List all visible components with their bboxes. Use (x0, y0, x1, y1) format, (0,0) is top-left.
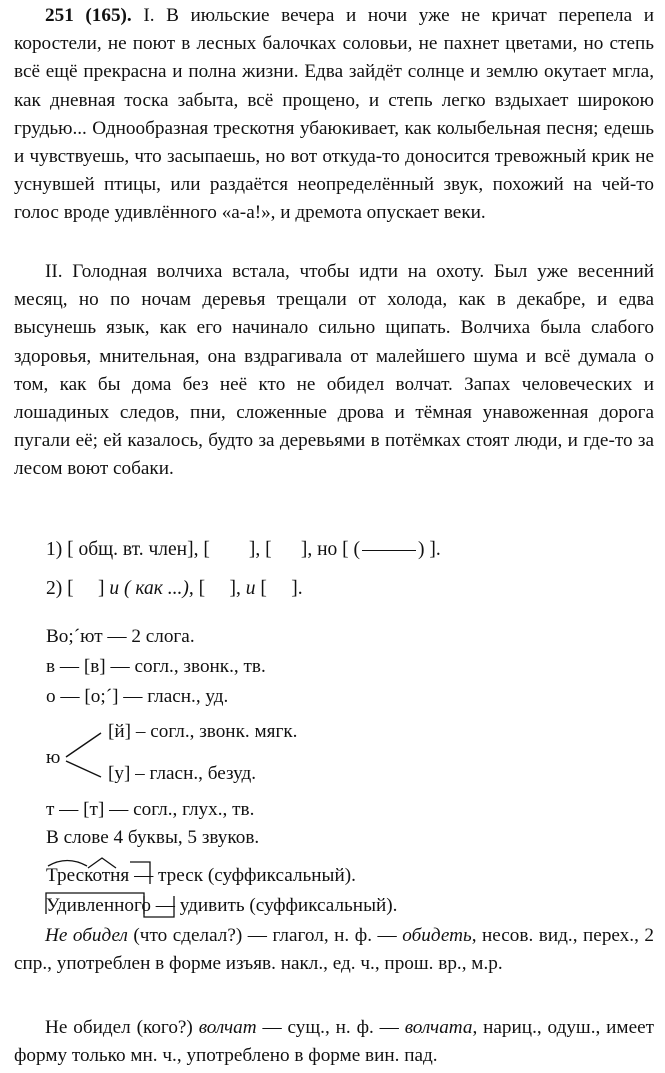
scheme-1-bracket-1: [ общ. вт. член], (67, 539, 199, 560)
scheme-2-number: 2) (46, 578, 63, 599)
word-formation-2 (46, 894, 397, 918)
word-formation-1 (46, 864, 356, 888)
scheme-1-bracket-2: [ ], (203, 539, 261, 560)
scheme-2-bracket-3: [ ]. (260, 578, 303, 599)
word-trescotnya (46, 864, 129, 888)
morph-1-question: (что сделал?) — глагол, н. ф. — (127, 925, 403, 946)
scheme-1-bracket-4-open: [ ( (342, 539, 361, 560)
phonetic-yu-u: [у] – гласн., безуд. (108, 763, 257, 784)
scheme-2-bracket-1: [ ] (67, 578, 105, 599)
word-formation-1-rest: — треск (суффиксальный). (129, 865, 356, 886)
word-trescotnya-text: Трескотня (46, 865, 130, 886)
exercise-number: 251 (165). (45, 5, 132, 26)
morph-2-noun: волчат (198, 1017, 257, 1038)
morph-2-mid: — сущ., н. ф. — (256, 1017, 405, 1038)
phonetic-word: Во;´ют — 2 слога. (46, 626, 195, 647)
morph-2-word: Не обидел (кого?) (45, 1017, 199, 1038)
phonetic-t: т — [т] — согл., глух., тв. (46, 799, 255, 820)
phonetic-yu-j: [й] – согл., звонк. мягк. (108, 721, 298, 742)
scheme-2-conjunction-2: и (245, 578, 256, 599)
scheme-2-subordinate: ( как ...), (124, 578, 194, 599)
phonetic-summary: В слове 4 буквы, 5 звуков. (46, 827, 260, 848)
word-udivlennogo-text: Удивленного (46, 895, 151, 916)
morph-1-rest: , несов. вид., перех., 2 спр., употреблен в форме изъяв. накл., ед. ч., прош. вр., м.р. (14, 925, 655, 974)
phonetic-o: о — [о;´] — гласн., уд. (46, 686, 229, 707)
scheme-1-bracket-3: [ ], (265, 539, 313, 560)
scheme-1-bracket-4-close: ) ]. (418, 539, 441, 560)
word-formation-2-rest: — удивить (суффиксальный). (150, 895, 398, 916)
morph-1-word: Не обидел (45, 925, 128, 946)
scheme-2-bracket-2: [ ], (198, 578, 241, 599)
morph-2-nf: волчата (404, 1017, 473, 1038)
phonetic-yu-letter: ю (46, 747, 61, 768)
scheme-2-conjunction-1: и (109, 578, 120, 599)
morph-2-rest: , нариц., одуш., имеет форму только мн. ч., употреблено в форме вин. пад. (14, 1017, 654, 1066)
morph-analysis-1 (14, 922, 654, 978)
word-udivlennogo (46, 894, 151, 918)
exercise-part-2: II. Голодная волчиха встала, чтобы идти на охоту. Был уже весенний месяц, но по ночам деревья трещали от холода, как в декабре, и едва высунешь язык, как его начинало сильно щипать. Волчиха была слабого здоровья, мнительная, она вздрагивала от малейшего шума и всё думала о том, как бы дома без неё кто не обидел волчат. Запах человеческих и лошадиных следов, пни, сложенные дрова и тёмная унавоженная дорога пугали её; ей казалось, будто за деревьями в потёмках стоят люди, и где-то за лесом воют собаки. (14, 261, 654, 480)
scheme-1-number: 1) (46, 539, 63, 560)
scheme-1-conjunction: но (317, 539, 338, 560)
morph-analysis-2 (14, 1014, 654, 1070)
morph-1-infinitive: обидеть (402, 925, 472, 946)
phonetic-v: в — [в] — согл., звонк., тв. (46, 656, 266, 677)
part1-text: I. В июльские вечера и ночи уже не кричат перепела и коростели, не поют в лесных балочках соловьи, не пахнет цветами, но степь всё ещё прекрасна и полна жизни. Едва зайдёт солнце и землю окутает мгла, как дневная тоска забыта, всё прощено, и степь легко вздыхает широкою грудью... Однообразная трескотня убаюкивает, как колыбельная песня; едешь и чувствуешь, что засыпаешь, но вот откуда-то доносится тревожный крик не уснувшей птицы, или раздаётся неопределённый звук, похожий на чей-то голос вроде удивлённого «а-а!», и дремота опускает веки. (14, 5, 655, 224)
